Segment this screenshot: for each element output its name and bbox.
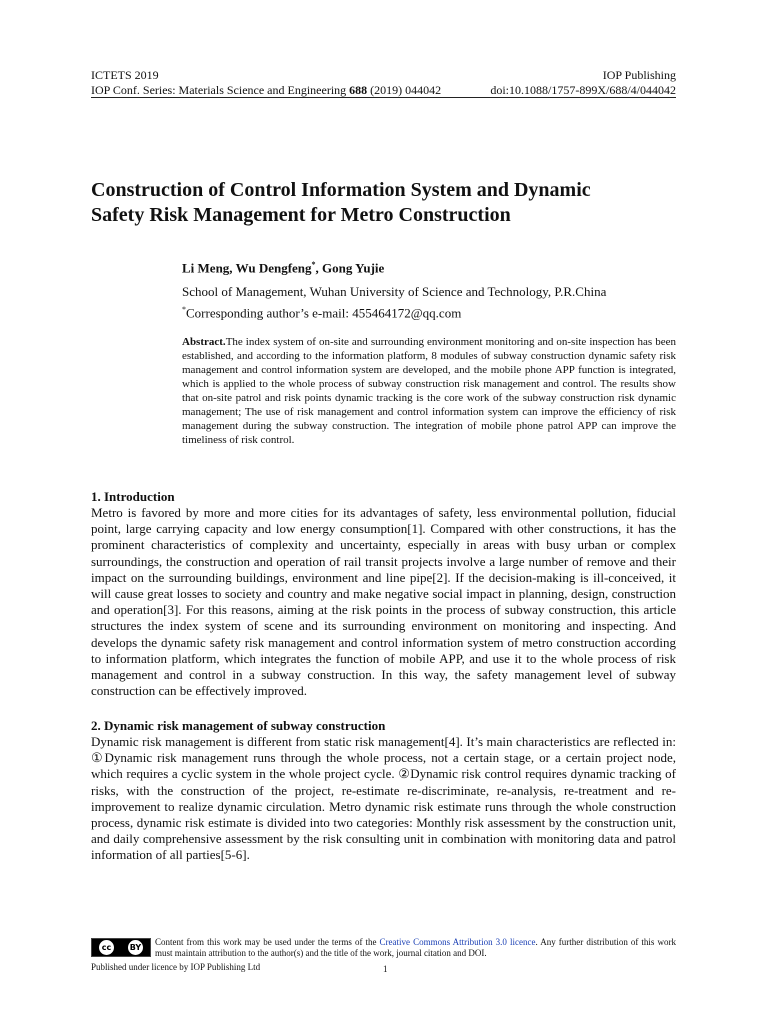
abstract-label: Abstract. <box>182 336 226 348</box>
title-line-1: Construction of Control Information System and Dynamic <box>91 179 591 201</box>
abstract <box>182 335 676 447</box>
license-link[interactable]: Creative Commons Attribution 3.0 licence <box>379 937 536 947</box>
doi: doi:10.1088/1757-899X/688/4/044042 <box>490 83 676 97</box>
license-text-end: . Any further distribution of this work must maintain attribution to the author(s) and the title of the work, journal citation and DOI. <box>155 937 676 958</box>
license-notice <box>155 937 676 959</box>
by-icon: BY <box>128 940 143 955</box>
author-list <box>182 260 384 276</box>
section-body: Metro is favored by more and more cities for its advantages of safety, less environmental pollution, fiducial point, large carrying capacity and low energy consumption[1]. Compared with other constructions, it has the prominent characteristics of complexity and uncertainty, especially in areas with busy urban or complex surroundings, the construction and operation of rail transit projects involve a large number of remove and their impact on the surrounding buildings, environment and line pipe[2]. If the decision-making is ill-conceived, it will cause great losses to society and country and make negative social impact in planning, design, construction and operation[3]. For this reasons, aiming at the risk points in the process of subway construction, this article structures the index system of scene and its surrounding environment on monitoring and inspecting. And develops the dynamic safety risk management and control information system of metro construction according to information platform, which integrates the function of mobile APP, and use it to the whole process of risk management and control in a subway construction. In this way, the safety management level of subway construction can be effectively improved. <box>91 505 676 699</box>
journal-citation <box>91 83 676 97</box>
license-text-start: Content from this work may be used under the terms of the <box>155 937 380 947</box>
title-line-2: Safety Risk Management for Metro Construction <box>91 204 511 226</box>
section-heading: 1. Introduction <box>91 489 175 504</box>
header-rule <box>91 97 676 98</box>
author-asterisk: * <box>311 260 316 269</box>
section-body: Dynamic risk management is different from static risk management[4]. It’s main characteristics are reflected in: ①Dynamic risk management runs through the whole process, not a certain stage, or a certain project node, which requires a cyclic system in the whole project cycle. ②Dynamic risk control requires dynamic tracking of risks, with the construction of the project, re-estimate re-discriminate, re-analysis, re-treatment and re-improvement to realize dynamic circulation. Metro dynamic risk estimate runs through the whole construction process, dynamic risk estimate is divided into two categories: Monthly risk assessment by the construction unit, and daily comprehensive assessment by the risk consulting unit in combination with monitoring data and patrol information of all parties[5-6]. <box>91 734 676 863</box>
abstract-text: The index system of on-site and surrounding environment monitoring and on-site inspection has been established, and according to the information platform, 8 modules of subway construction dynamic safety risk management and control information system are developed, and the mobile phone APP function is integrated, which is applied to the whole process of subway construction risk management and control. The results show that on-site patrol and risk points dynamic tracking is the core work of the subway construction risk dynamic management; The use of risk management and control information system can improve the efficiency of risk management during the subway construction. The integration of mobile phone patrol APP can improve the timeliness of risk control. <box>182 336 676 446</box>
section-heading: 2. Dynamic risk management of subway construction <box>91 718 386 733</box>
authors-first: Li Meng, Wu Dengfeng <box>182 260 312 276</box>
publisher-name: IOP Publishing <box>602 68 676 82</box>
corresponding-email: Corresponding author’s e-mail: 455464172@qq.com <box>186 305 462 321</box>
paper-title <box>91 178 676 228</box>
series-name: IOP Conf. Series: Materials Science and Engineering <box>91 83 350 97</box>
conference-name: ICTETS 2019 <box>91 68 159 82</box>
authors-rest: , Gong Yujie <box>315 260 385 276</box>
published-under-licence: Published under licence by IOP Publishing Ltd <box>91 962 261 972</box>
corresponding-author <box>182 305 461 321</box>
article-number: (2019) 044042 <box>367 83 442 97</box>
volume-number: 688 <box>349 83 368 97</box>
cc-icon: cc <box>99 940 114 955</box>
affiliation: School of Management, Wuhan University of Science and Technology, P.R.China <box>182 284 607 299</box>
creative-commons-icon <box>91 938 151 957</box>
corresponding-asterisk: * <box>182 305 186 314</box>
page-number: 1 <box>383 964 388 974</box>
